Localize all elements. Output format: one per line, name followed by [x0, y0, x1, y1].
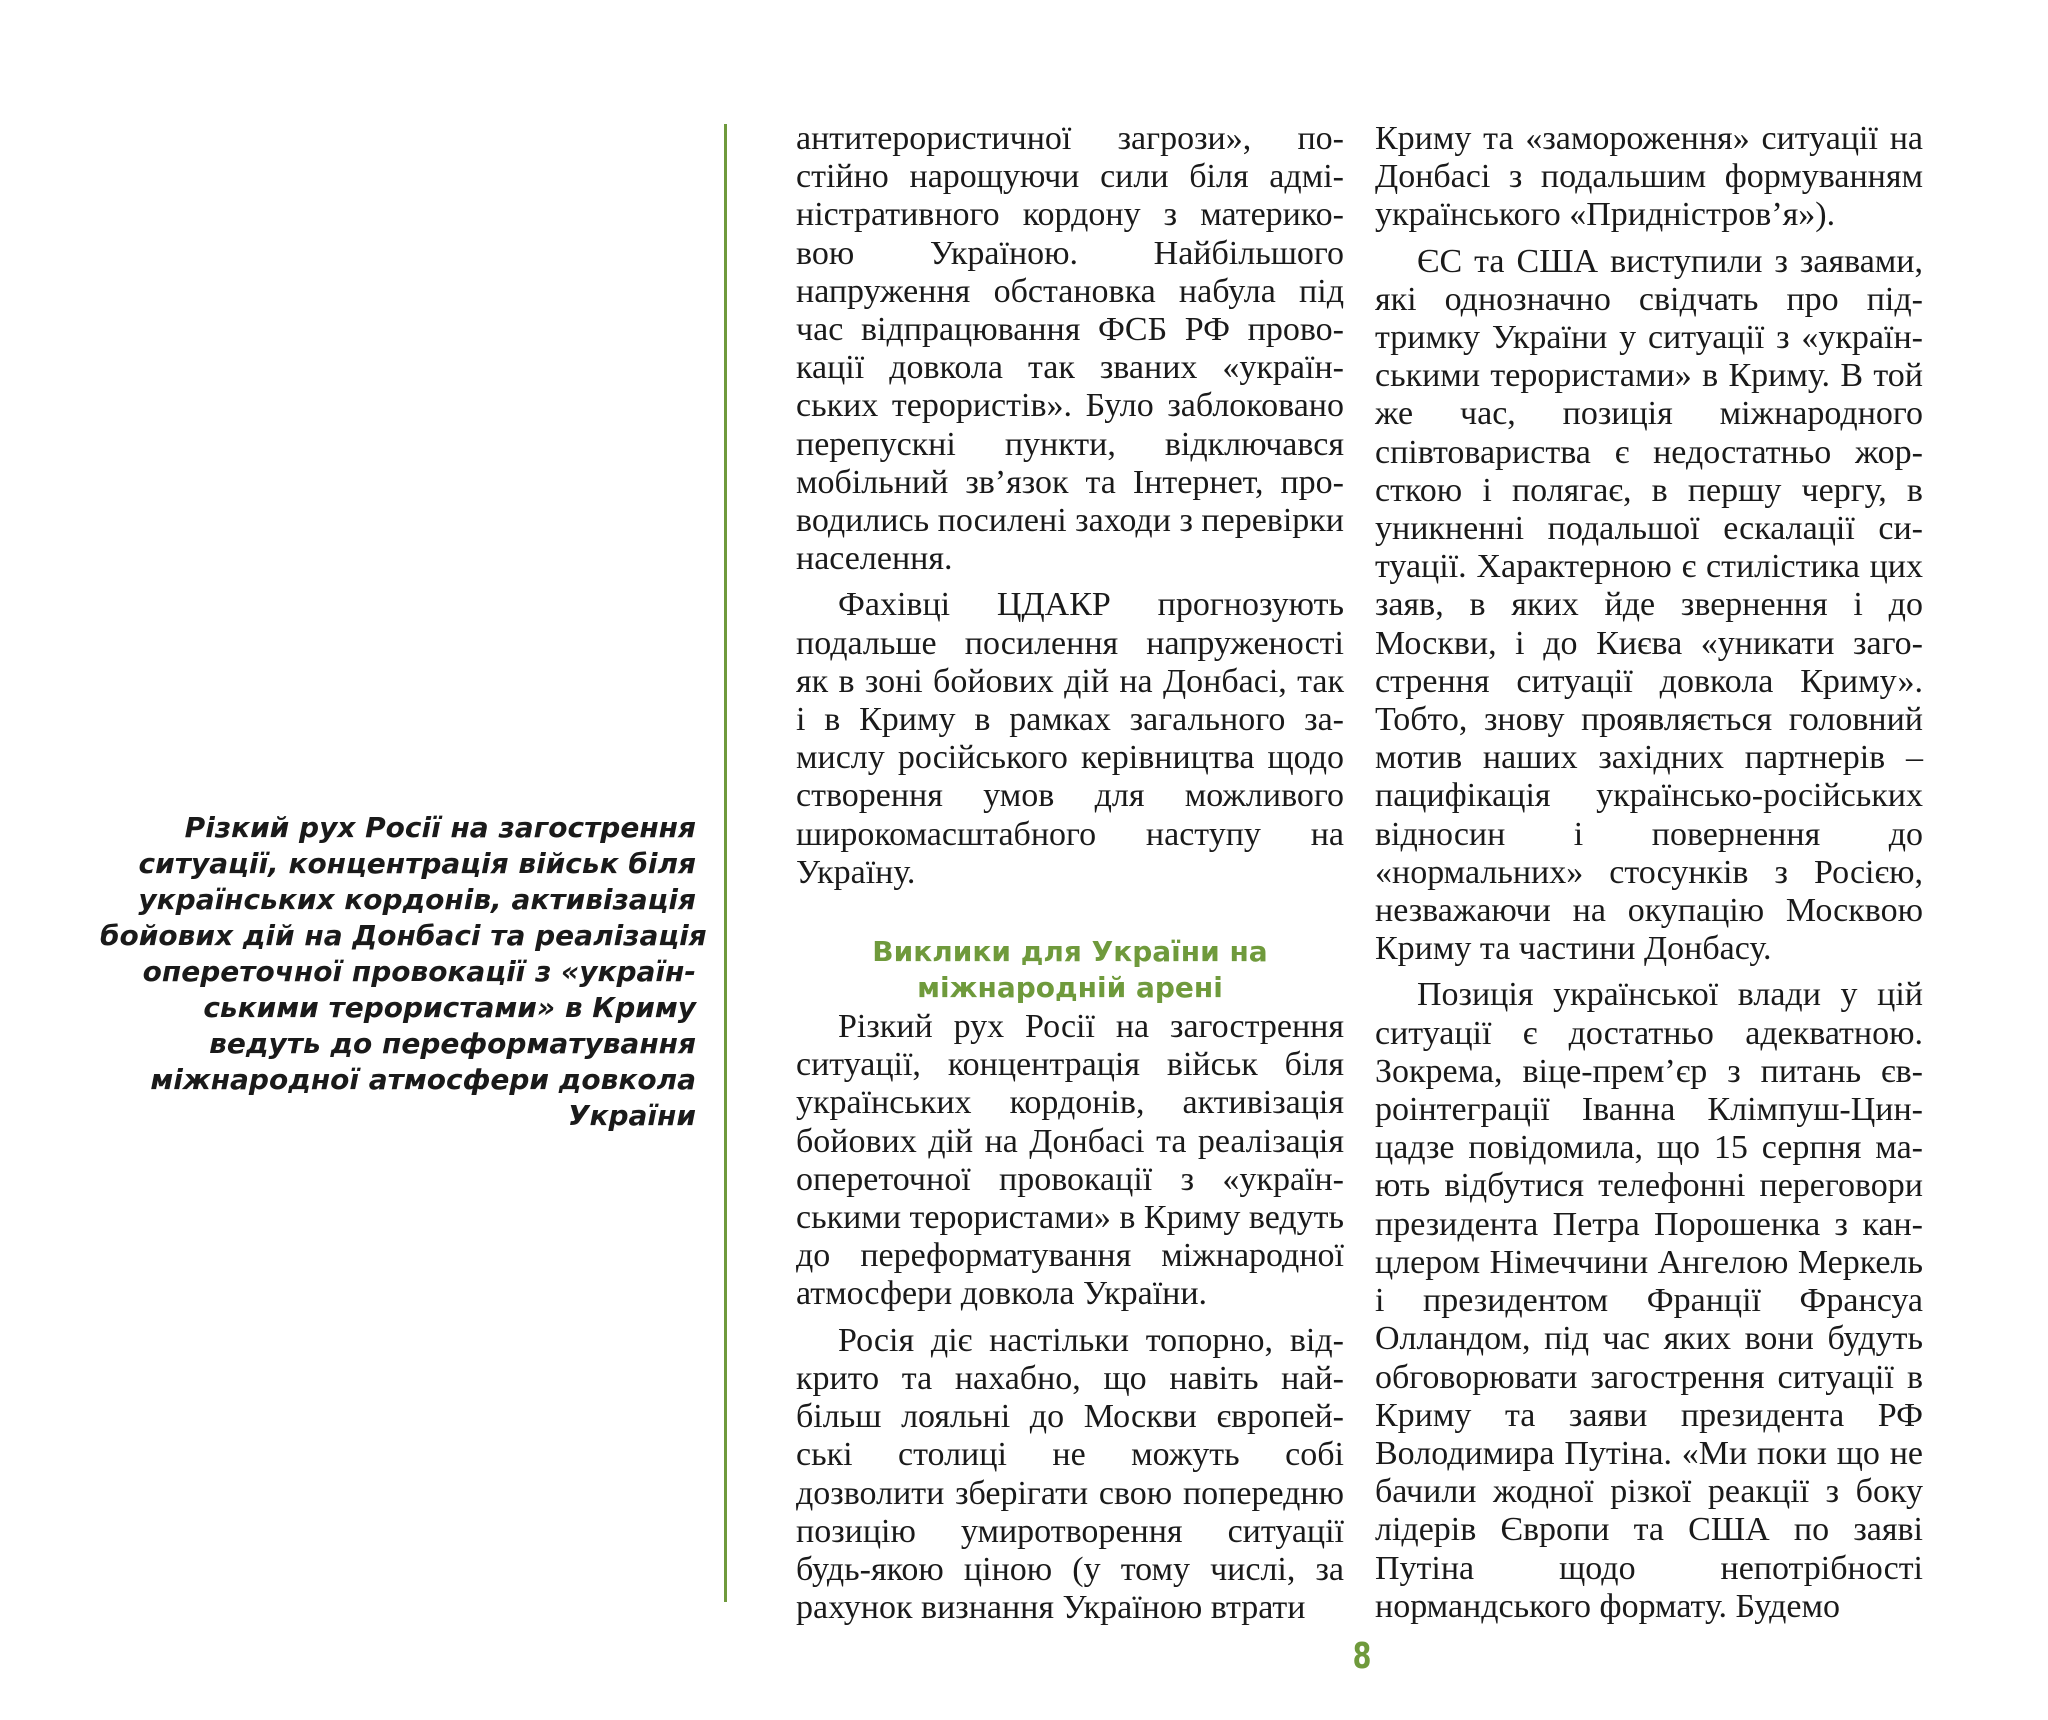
pull-quote-line: українських кордонів, активізація — [138, 883, 696, 916]
paragraph: Позиція української влади у цій ситуації є достатньо адекватною. Зокрема, віце-прем’єр з питань євроінтеграції Іванна Клімпуш-Цинцадзе повідомила, що 15 серпня мають відбутися телефонні переговори президента Петра Порошенка з канцлером Німеччини Ангелою Меркель і президентом Франції Франсуа Олландом, під час яких вони будуть обговорювати загострення ситуації в Криму та заяви президента РФ Володимира Путіна. «Ми поки що не бачили жодної різкої реакції з боку лідерів Європи та США по заяві Путіна щодо непотрібності нормандського формату. Будемо — [1375, 976, 1923, 1625]
paragraph: Криму та «замороження» ситуації на Донбасі з подальшим формуванням українського «Придністров’я»). — [1375, 120, 1923, 234]
section-heading-line: міжнародній арені — [917, 971, 1223, 1005]
text-column-1 — [796, 120, 1344, 1627]
section-heading — [796, 934, 1344, 1006]
pull-quote-line: міжнародної атмосфери довкола — [150, 1063, 696, 1096]
paragraph: Різкий рух Росії на загострення ситуації, концентрація військ біля українських кордонів, активізація бойових дій на Донбасі та реалізація опереточної провокації з «українськими терористами» в Криму ведуть до переформатування міжнародної атмосфери довкола України. — [796, 1008, 1344, 1313]
paragraph: антитерористичної загрози», постійно нарощуючи сили біля адміністративного кордону з материковою Україною. Найбільшого напруження обстановка набула під час відпрацювання ФСБ РФ провокації довкола так званих «українських терористів». Було заблоковано перепускні пункти, відключався мобільний зв’язок та Інтернет, проводились посилені заходи з перевірки населення. — [796, 120, 1344, 578]
pull-quote-line: ськими терористами» в Криму — [203, 991, 696, 1024]
paragraph: Фахівці ЦДАКР прогнозують подальше посилення напруженості як в зоні бойових дій на Донбасі, так і в Криму в рамках загального замислу російського керівництва щодо створення умов для можливого широкомасштабного наступу на Україну. — [796, 586, 1344, 891]
pull-quote-line: ситуації, концентрація військ біля — [138, 847, 696, 880]
pull-quote — [100, 810, 707, 1134]
page-number: 8 — [1352, 1636, 1372, 1677]
paragraph: Росія діє настільки топорно, відкрито та нахабно, що навіть найбільш лояльні до Москви європейські столиці не можуть собі дозволити зберігати свою попередню позицію умиротворення ситуації будь-якою ціною (у тому числі, за рахунок визнання Україною втрати — [796, 1321, 1344, 1627]
pull-quote-line: України — [567, 1099, 696, 1132]
text-column-2 — [1375, 120, 1923, 1626]
pull-quote-line: опереточної провокації з «україн- — [142, 955, 696, 988]
vertical-divider — [724, 124, 727, 1602]
pull-quote-line: бойових дій на Донбасі та реалізація — [100, 919, 707, 952]
paragraph: ЄС та США виступили з заявами, які однозначно свідчать про підтримку України у ситуації з «українськими терористами» в Криму. В той же час, позиція міжнародного співтовариства є недостатньо жорсткою і полягає, в першу чергу, в уникненні подальшої ескалації ситуації. Характерною є стилістика цих заяв, в яких йде звернення і до Москви, і до Києва «уникати загострення ситуації довкола Криму». Тобто, знову проявляється головний мотив наших західних партнерів – пацифікація українсько-російських відносин і повернення до «нормальних» стосунків з Росією, незважаючи на окупацію Москвою Криму та частини Донбасу. — [1375, 242, 1923, 968]
section-heading-line: Виклики для України на — [872, 935, 1268, 969]
pull-quote-line: Різкий рух Росії на загострення — [184, 811, 696, 844]
pull-quote-line: ведуть до переформатування — [209, 1027, 696, 1060]
